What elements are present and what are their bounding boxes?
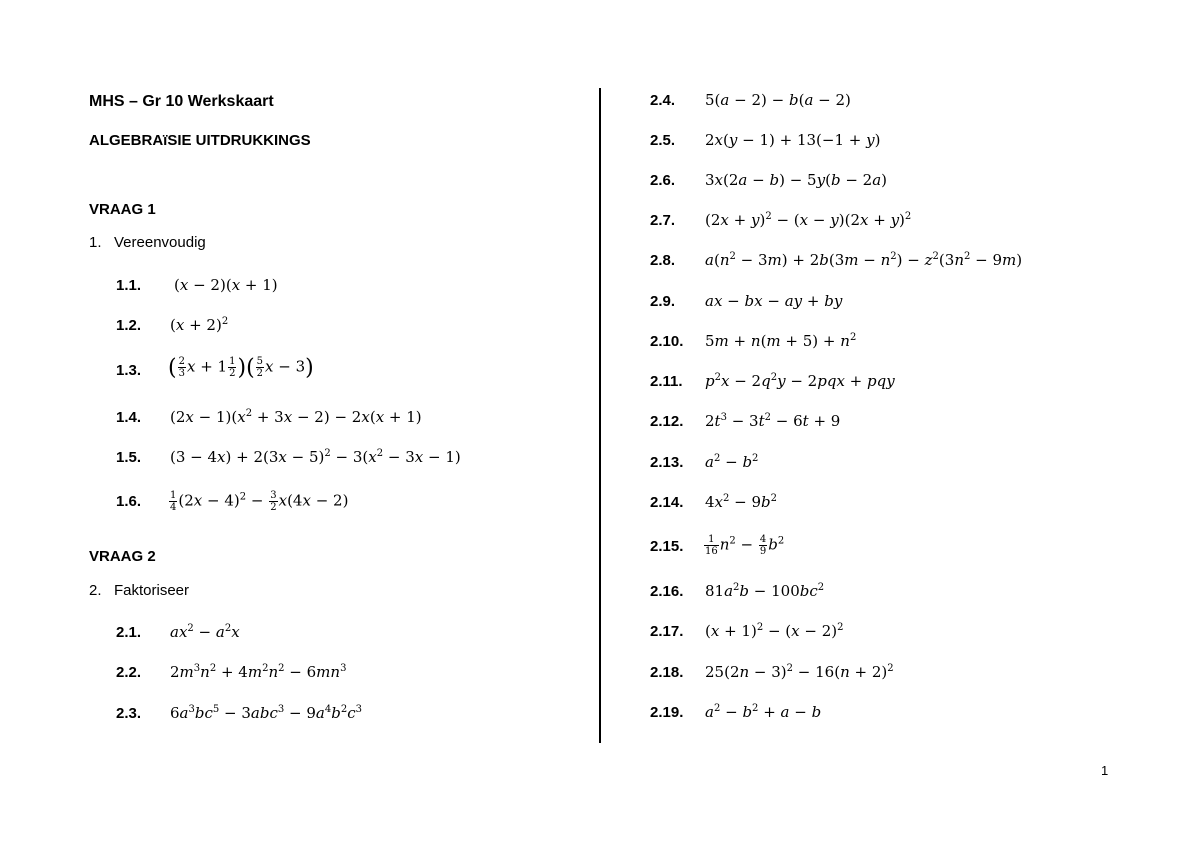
- expression-2-8: $a(n^2 - 3m) + 2b(3m - n^2) - z^2(3n^2 - 9m)$: [705, 251, 1023, 269]
- expression-2-2: $2m^3n^2 + 4m^2n^2 - 6mn^3$: [170, 663, 347, 681]
- expression-1-1: (x − 2)(x + 1): [174, 276, 278, 294]
- item-number: 1.5.: [116, 449, 142, 466]
- expression-2-3: $6a^3bc^5 - 3abc^3 - 9a^4b^2c^3$: [170, 704, 362, 722]
- item-number: 2.12.: [650, 413, 684, 430]
- expression-2-16: $81a^2b - 100bc^2$: [705, 582, 825, 600]
- item-number: 2.2.: [116, 664, 142, 681]
- item-number: 2.5.: [650, 132, 676, 149]
- expression-2-11: $p^2x - 2q^2y - 2pqx$ + pqy: [705, 372, 895, 390]
- question-2-instruction: Faktoriseer: [114, 582, 190, 599]
- expression-2-19: $a^2 - b^2 + a - b$: [705, 703, 822, 721]
- expression-1-6: $\frac{1}{4}$ $(2x - 4)^2$ − $\frac{3}{2}$ x(4x − 2): [170, 490, 349, 513]
- item-number: 2.1.: [116, 624, 142, 641]
- item-number: 2.14.: [650, 494, 684, 511]
- expression-2-10: $5m + n(m + 5) + n^2$: [705, 332, 857, 350]
- item-number: 2.19.: [650, 704, 684, 721]
- item-number: 1.4.: [116, 409, 142, 426]
- question-1-instruction: Vereenvoudig: [114, 234, 206, 251]
- expression-2-6: 3x(2a − b) − 5y(b − 2a): [705, 171, 888, 189]
- page-number: 1: [1101, 763, 1109, 778]
- item-number: 2.11.: [650, 373, 683, 390]
- expression-2-9: ax − bx − ay + by: [705, 292, 843, 310]
- item-number: 2.16.: [650, 583, 684, 600]
- question-1-heading: VRAAG 1: [89, 201, 156, 218]
- item-number: 2.13.: [650, 454, 684, 471]
- item-number: 2.7.: [650, 212, 676, 229]
- expression-1-4: $(2x - 1)(x^2 + 3x - 2) - 2x(x + 1)$: [170, 408, 422, 426]
- expression-1-3: ( $\frac{2}{3}$ x + 1 $\frac{1}{2}$ )( $\frac{5}{2}$ x − 3): [168, 355, 314, 381]
- item-number: 2.9.: [650, 293, 676, 310]
- expression-1-2: $(x + 2)^2$: [170, 316, 229, 334]
- question-2-heading: VRAAG 2: [89, 548, 156, 565]
- item-number: 2.6.: [650, 172, 676, 189]
- item-number: 2.8.: [650, 252, 676, 269]
- expression-2-15: $\frac{1}{16}$ $n^2$ − $\frac{4}{9}$ $b^2$: [705, 534, 785, 557]
- expression-2-7: $(2x + y)^2 - (x - y)(2x + y)^2$: [705, 211, 912, 229]
- item-number: 1.1.: [116, 277, 142, 294]
- worksheet-title: MHS – Gr 10 Werkskaart: [89, 93, 274, 110]
- item-number: 2.3.: [116, 705, 142, 722]
- expression-2-17: $(x + 1)^2 - (x - 2)^2$: [705, 622, 844, 640]
- item-number: 2.15.: [650, 538, 684, 555]
- expression-2-18: $25(2n - 3)^2 - 16(n + 2)^2$: [705, 663, 894, 681]
- item-number: 1.6.: [116, 493, 142, 510]
- item-number: 2.4.: [650, 92, 676, 109]
- expression-2-14: $4x^2 - 9b^2$: [705, 493, 778, 511]
- column-divider: [599, 88, 601, 743]
- item-number: 2.18.: [650, 664, 684, 681]
- expression-2-4: 5(a − 2) − b(a − 2): [705, 91, 851, 109]
- expression-2-5: 2x(y − 1) + 13(−1 + y): [705, 131, 881, 149]
- expression-2-12: $2t^3 - 3t^2 - 6t + 9$: [705, 412, 841, 430]
- item-number: 2.17.: [650, 623, 684, 640]
- expression-1-5: $(3 - 4x) + 2(3x - 5)^2 - 3(x^2 - 3x - 1)$: [170, 448, 461, 466]
- worksheet-subtitle: ALGEBRAïSIE UITDRUKKINGS: [89, 132, 311, 149]
- expression-2-1: $ax^2 - a^2x$: [170, 623, 240, 641]
- expression-2-13: $a^2 - b^2$: [705, 453, 759, 471]
- question-1-number: 1.: [89, 234, 102, 251]
- item-number: 1.2.: [116, 317, 142, 334]
- item-number: 2.10.: [650, 333, 684, 350]
- item-number: 1.3.: [116, 362, 142, 379]
- question-2-number: 2.: [89, 582, 102, 599]
